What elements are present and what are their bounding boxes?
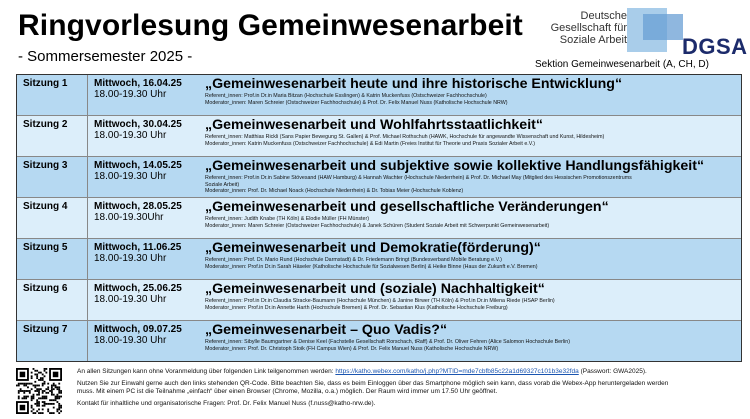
footer-access-line	[77, 368, 743, 377]
session-row	[17, 157, 741, 198]
moderators: Moderator_innen: Prof.in Dr.in Sarah Häseler (Katholische Hochschule für Sozialwesen Berlin) & Heike Binne (Haus der Zukunft e.V. Bremen)	[205, 263, 538, 270]
session-time: 18.00-19.30 Uhr	[94, 89, 167, 100]
footer-passcode: (Passwort: GWA2025).	[578, 368, 647, 375]
column-divider	[87, 75, 88, 115]
page-title: Ringvorlesung Gemeinwesenarbeit	[18, 9, 523, 42]
session-content	[205, 281, 735, 311]
session-content	[205, 76, 735, 106]
session-date	[94, 242, 181, 264]
moderators: Moderator_innen: Prof. Dr. Christoph Stoik (FH Campus Wien) & Prof. Dr. Felix Manuel Nuss (Katholische Hochschule NRW)	[205, 345, 499, 352]
moderators: Moderator_innen: Prof. Dr. Michael Noack (Hochschule Niederrhein) & Dr. Tobias Meier (Hochschule Koblenz)	[205, 188, 464, 195]
session-content	[205, 158, 735, 195]
session-topic: „Gemeinwesenarbeit und Demokratie(förderung)“	[205, 240, 541, 256]
logo-line: Deutsche	[580, 10, 627, 22]
logo-section-label: Sektion Gemeinwesenarbeit (A, CH, D)	[535, 59, 709, 70]
session-number: Sitzung 7	[23, 324, 68, 335]
column-divider	[87, 198, 88, 238]
footer-browser-hint: muss. Mit einem PC ist die Teilnahme „einfach“ über einen Browser (Chrome, Mozilla, o.a.) möglich. Der Raum wird immer um 17.50 Uhr geöffnet.	[77, 388, 498, 396]
session-date	[94, 78, 182, 100]
session-topic: „Gemeinwesenarbeit – Quo Vadis?“	[205, 322, 448, 338]
session-topic: „Gemeinwesenarbeit heute und ihre historische Entwicklung“	[205, 76, 623, 92]
page-subtitle: - Sommersemester 2025 -	[18, 48, 193, 65]
session-date	[94, 160, 182, 182]
session-row	[17, 321, 741, 361]
speakers: Referent_innen: Prof.in Dr.in Maria Bitzan (Hochschule Esslingen) & Katrin Muckenfuss (Ostschweizer Fachhochschule)	[205, 93, 487, 99]
speakers: Referent_innen: Judith Knabe (TH Köln) & Elodie Müller (FH Münster)	[205, 216, 369, 222]
session-row	[17, 239, 741, 280]
session-people	[205, 134, 735, 147]
speakers: Referent_innen: Prof.in Dr.in Claudia Stracke-Baumann (Hochschule München) & Janine Birwer (TH Köln) & Prof.in Dr.in Milena Riede (HSAP Berlin)	[205, 298, 555, 304]
session-number: Sitzung 2	[23, 119, 68, 130]
session-people	[205, 339, 735, 352]
session-topic: „Gemeinwesenarbeit und (soziale) Nachhaltigkeit“	[205, 281, 545, 297]
session-day: Mittwoch, 25.06.25	[94, 283, 182, 294]
dgsa-logo	[520, 8, 748, 66]
session-time: 18.00-19.30 Uhr	[94, 294, 167, 305]
speakers: Referent_innen: Sibylle Baumgartner & Denise Keel (Fachstelle Gesellschaft Rorschach, tRaff) & Prof. Dr. Oliver Fehren (Alice Salomon Hochschule Berlin)	[205, 339, 570, 345]
schedule-table	[16, 74, 742, 362]
speakers: Referent_innen: Prof. Dr. Mario Rund (Hochschule Darmstadt) & Dr. Friedemann Bringt (Bundesverband Mobile Beratung e.V.)	[205, 257, 502, 263]
column-divider	[87, 280, 88, 320]
moderators: Moderator_innen: Prof.in Dr.in Annette Harth (Hochschule Bremen) & Prof. Dr. Sebastian Klus (Katholische Hochschule Freiburg)	[205, 304, 508, 311]
session-day: Mittwoch, 28.05.25	[94, 201, 182, 212]
speakers: Referent_innen: Prof.in Dr.in Sabine Stövesand (HAW Hamburg) & Hannah Wachter (Hochschule Niederrhein) & Prof. Dr. Michael May (Mitglied des Hessischen Promotionszentrums	[205, 175, 632, 181]
session-row	[17, 198, 741, 239]
session-topic: „Gemeinwesenarbeit und subjektive sowie kollektive Handlungsfähigkeit“	[205, 158, 705, 174]
session-content	[205, 199, 735, 229]
footer-access-text: An allen Sitzungen kann ohne Voranmeldung über folgenden Link teilgenommen werden:	[77, 368, 336, 375]
column-divider	[87, 239, 88, 279]
logo-line: Soziale Arbeit	[559, 34, 627, 46]
session-people	[205, 298, 735, 311]
moderators: Moderator_innen: Maren Schreier (Ostschweizer Fachhochschule) & Janek Schüren (Student Soziale Arbeit mit Schwerpunkt Gemeinwesenarbeit)	[205, 222, 550, 229]
qr-code-icon[interactable]	[16, 368, 62, 414]
session-day: Mittwoch, 11.06.25	[94, 242, 182, 253]
logo-abbreviation: DGSA	[682, 34, 748, 59]
moderators: Moderator_innen: Katrin Muckenfuss (Ostschweizer Fachhochschule) & Edi Martin (Freies Institut für Theorie und Praxis Sozialer Arbeit e.V.)	[205, 140, 536, 147]
session-date	[94, 324, 182, 346]
session-row	[17, 75, 741, 116]
footer-info	[77, 368, 743, 408]
session-time: 18.00-19.30 Uhr	[94, 335, 167, 346]
session-date	[94, 201, 182, 223]
session-time: 18.00-19.30 Uhr	[94, 130, 167, 141]
session-content	[205, 240, 735, 270]
session-content	[205, 117, 735, 147]
session-people	[205, 257, 735, 270]
session-day: Mittwoch, 09.07.25	[94, 324, 182, 335]
session-number: Sitzung 4	[23, 201, 68, 212]
session-row	[17, 116, 741, 157]
session-number: Sitzung 3	[23, 160, 68, 171]
logo-text	[551, 10, 627, 46]
moderators: Moderator_innen: Maren Schreier (Ostschweizer Fachhochschule) & Prof. Dr. Felix Manuel Nuss (Katholische Hochschule NRW)	[205, 99, 508, 106]
speakers-continued: Soziale Arbeit)	[205, 181, 240, 188]
session-day: Mittwoch, 16.04.25	[94, 78, 182, 89]
session-row	[17, 280, 741, 321]
session-topic: „Gemeinwesenarbeit und Wohlfahrtsstaatlichkeit“	[205, 117, 543, 133]
speakers: Referent_innen: Matthias Rickli (Sans Papier Bewegung St. Gallen) & Prof. Michael Rothschuh (HAWK, Hochschule für angewandte Wissenschaft und Kunst, Hildesheim)	[205, 134, 605, 140]
session-date	[94, 119, 182, 141]
session-people	[205, 175, 735, 195]
logo-line: Gesellschaft für	[550, 22, 627, 34]
session-date	[94, 283, 182, 305]
webex-link[interactable]: https://katho.webex.com/katho/j.php?MTID=mde7cbfb85c22a1d69327c101b3e32fda	[335, 368, 579, 375]
session-day: Mittwoch, 30.04.25	[94, 119, 182, 130]
session-time: 18.00-19.30 Uhr	[94, 253, 167, 264]
footer-contact: Kontakt für inhaltliche und organisatorische Fragen: Prof. Dr. Felix Manuel Nuss (f.nuss@katho-nrw.de).	[77, 399, 376, 407]
session-topic: „Gemeinwesenarbeit und gesellschaftliche Veränderungen“	[205, 199, 609, 215]
session-people	[205, 216, 735, 229]
column-divider	[87, 321, 88, 361]
column-divider	[87, 116, 88, 156]
session-people	[205, 93, 735, 106]
session-number: Sitzung 1	[23, 78, 68, 89]
session-number: Sitzung 6	[23, 283, 68, 294]
session-time: 18.00-19.30 Uhr	[94, 171, 167, 182]
session-number: Sitzung 5	[23, 242, 68, 253]
footer-qr-hint: Nutzen Sie zur Einwahl gerne auch den links stehenden QR-Code. Bitte beachten Sie, dass es beim Einloggen über das Smartphone möglich sein kann, dass vorab die Webex-App heruntergeladen werden	[77, 379, 669, 387]
session-time: 18.00-19.30Uhr	[94, 212, 164, 223]
dgsa-logo-icon	[627, 8, 683, 52]
session-content	[205, 322, 735, 352]
session-day: Mittwoch, 14.05.25	[94, 160, 182, 171]
column-divider	[87, 157, 88, 197]
